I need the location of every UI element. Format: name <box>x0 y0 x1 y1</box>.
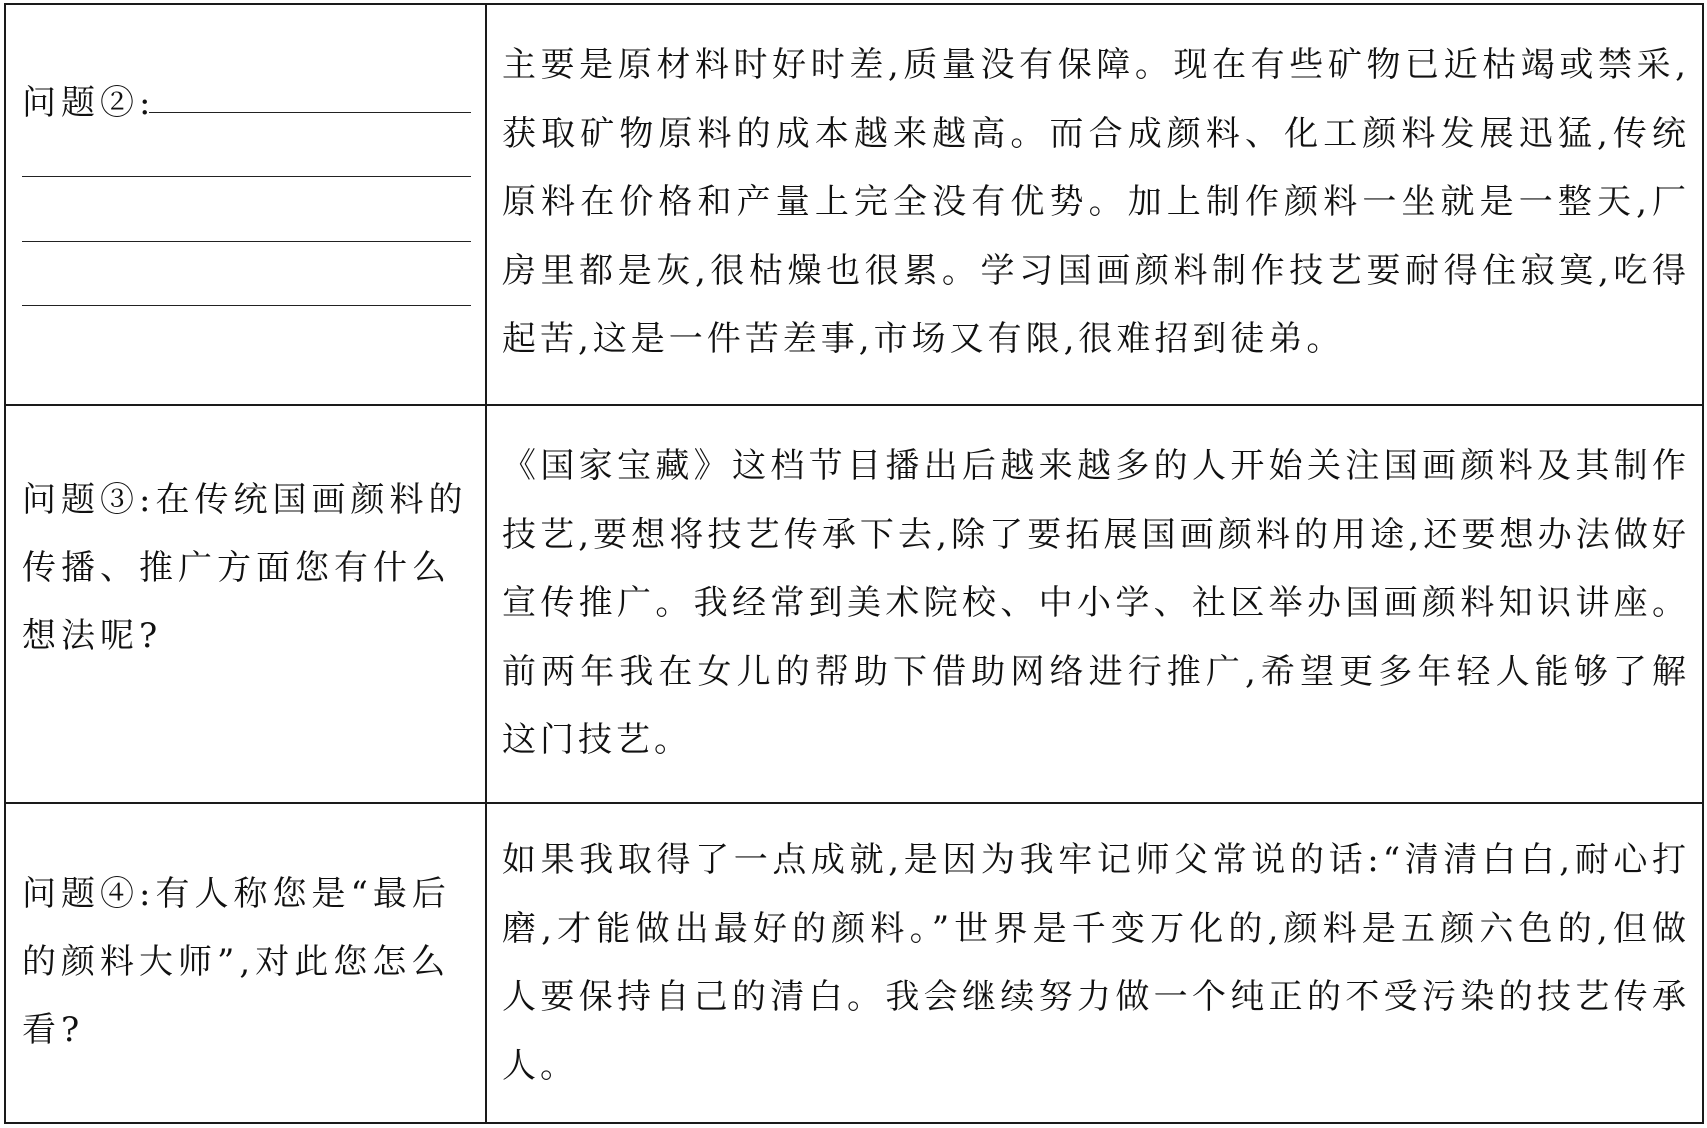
answer-text-4: 如果我取得了一点成就,是因为我牢记师父常说的话:“清清白白,耐心打磨,才能做出最好的颜料。”世界是千变万化的,颜料是五颜六色的,但做人要保持自己的清白。我会继续努力做一个纯正的不受污染的技艺传承人。 <box>502 840 1690 1086</box>
question-cell-2 <box>6 5 487 406</box>
interview-table <box>4 3 1704 1124</box>
answer-blank-line-1[interactable] <box>149 112 471 113</box>
answer-cell-4 <box>487 804 1702 1122</box>
question-text-3: 问题③:在传统国画颜料的传播、推广方面您有什么想法呢? <box>22 480 468 656</box>
answer-blank-line-3[interactable] <box>22 241 471 242</box>
question-cell-4 <box>6 804 487 1122</box>
question-text-4: 问题④:有人称您是“最后的颜料大师”,对此您怎么看? <box>22 874 451 1050</box>
question-cell-3 <box>6 406 487 804</box>
answer-cell-3 <box>487 406 1702 804</box>
answer-blank-line-4[interactable] <box>22 305 471 306</box>
answer-cell-2 <box>487 5 1702 406</box>
answer-text-3: 《国家宝藏》这档节目播出后越来越多的人开始关注国画颜料及其制作技艺,要想将技艺传承下去,除了要拓展国画颜料的用途,还要想办法做好宣传推广。我经常到美术院校、中小学、社区举办国画颜料知识讲座。前两年我在女儿的帮助下借助网络进行推广,希望更多年轻人能够了解这门技艺。 <box>502 446 1690 760</box>
question-label-2: 问题②: <box>22 83 156 123</box>
answer-blank-line-2[interactable] <box>22 176 471 177</box>
answer-text-2: 主要是原材料时好时差,质量没有保障。现在有些矿物已近枯竭或禁采,获取矿物原料的成本越来越高。而合成颜料、化工颜料发展迅猛,传统原料在价格和产量上完全没有优势。加上制作颜料一坐就是一整天,厂房里都是灰,很枯燥也很累。学习国画颜料制作技艺要耐得住寂寞,吃得起苦,这是一件苦差事,市场又有限,很难招到徒弟。 <box>502 45 1690 359</box>
